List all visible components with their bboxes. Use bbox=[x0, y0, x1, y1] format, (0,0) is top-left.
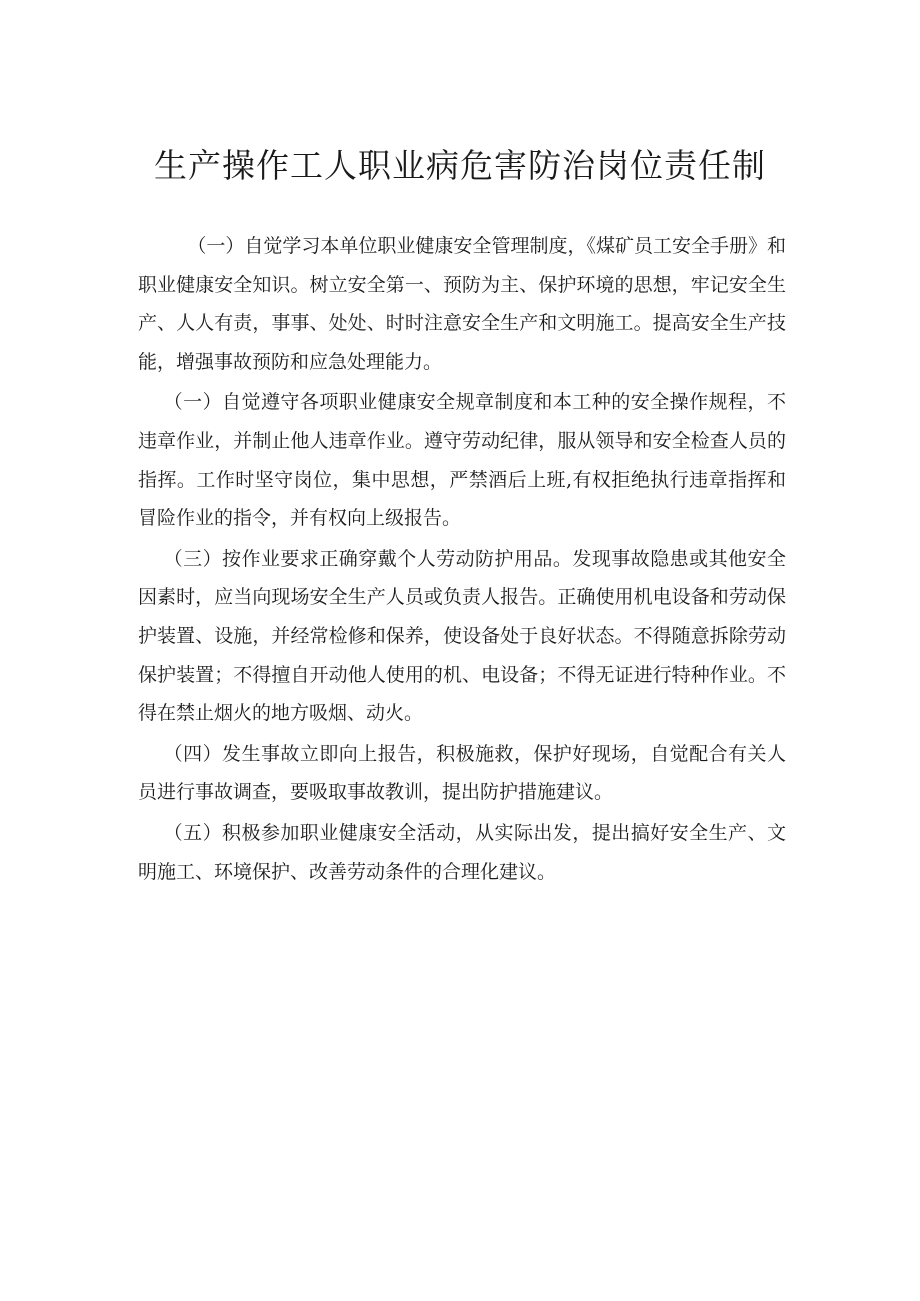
document-body bbox=[138, 227, 786, 893]
paragraph-1: （一）自觉学习本单位职业健康安全管理制度，《煤矿员工安全手册》和职业健康安全知识。树立安全第一、预防为主、保护环境的思想，牢记安全生产、人人有责，事事、处处、时时注意安全生产和文明施工。提高安全生产技能，增强事故预防和应急处理能力。 bbox=[138, 235, 786, 373]
paragraph-5: （五）积极参加职业健康安全活动，从实际出发，提出搞好安全生产、文明施工、环境保护、改善劳动条件的合理化建议。 bbox=[138, 821, 786, 883]
paragraph-2: （一）自觉遵守各项职业健康安全规章制度和本工种的安全操作规程，不违章作业，并制止他人违章作业。遵守劳动纪律，服从领导和安全检查人员的指挥。工作时坚守岗位，集中思想，严禁酒后上班,有权拒绝执行违章指挥和冒险作业的指令，并有权向上级报告。 bbox=[138, 391, 786, 530]
document-title: 生产操作工人职业病危害防治岗位责任制 bbox=[154, 146, 766, 185]
paragraph-3: （三）按作业要求正确穿戴个人劳动防护用品。发现事故隐患或其他安全因素时，应当向现场安全生产人员或负责人报告。正确使用机电设备和劳动保护装置、设施，并经常检修和保养，使设备处于良好状态。不得随意拆除劳动保护装置；不得擅自开动他人使用的机、电设备；不得无证进行特种作业。不得在禁止烟火的地方吸烟、动火。 bbox=[138, 547, 786, 725]
paragraph-4: （四）发生事故立即向上报告，积极施救，保护好现场，自觉配合有关人员进行事故调查，要吸取事故教训，提出防护措施建议。 bbox=[138, 742, 786, 804]
